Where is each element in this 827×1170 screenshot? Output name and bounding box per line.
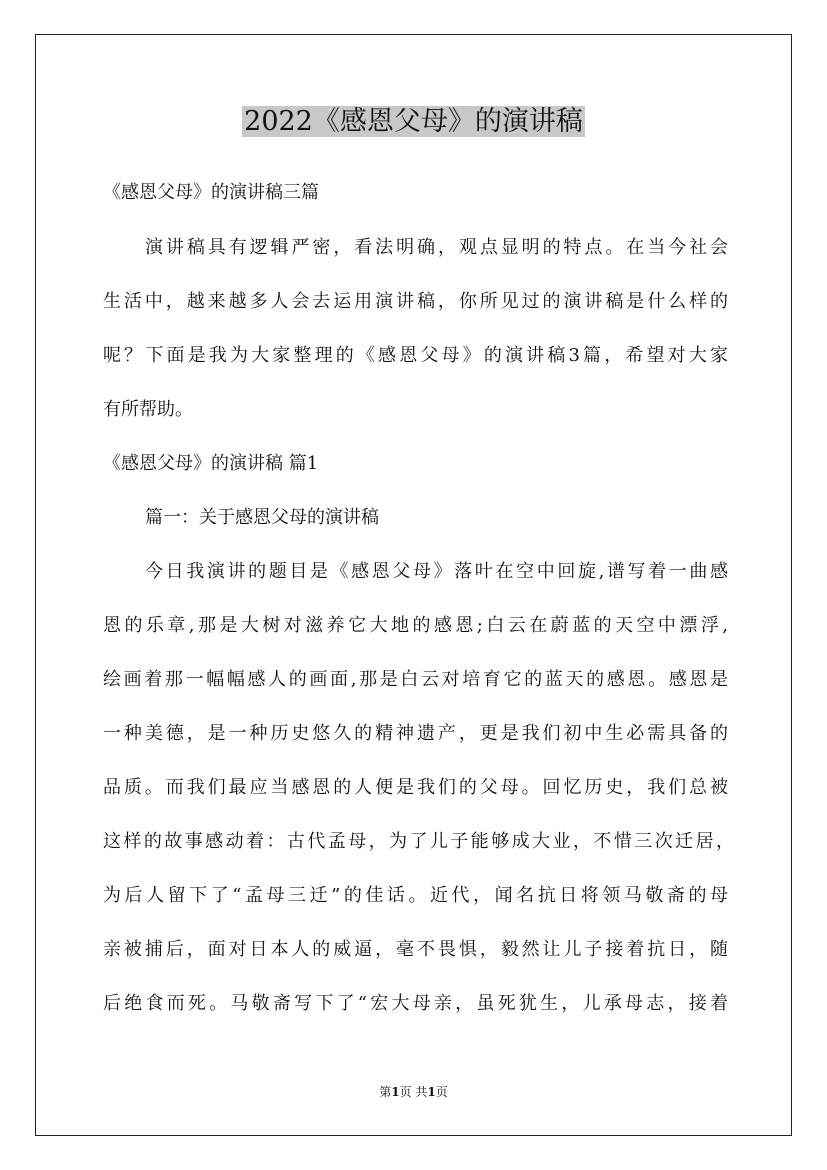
current-page-number: 1 bbox=[391, 1085, 400, 1099]
document-title bbox=[0, 100, 827, 144]
intro-line: 生活中，越来越多人会去运用演讲稿，你所见过的演讲稿是什么样的 bbox=[103, 291, 728, 312]
total-page-number: 1 bbox=[427, 1085, 436, 1099]
footer-text: 页 共 bbox=[399, 1085, 428, 1099]
subtitle: 《感恩父母》的演讲稿三篇 bbox=[103, 182, 319, 203]
body-line: 绘画着那一幅幅感人的画面,那是白云对培育它的蓝天的感恩。感恩是 bbox=[103, 669, 728, 690]
body-line: 后绝食而死。马敬斋写下了“宏大母亲，虽死犹生，儿承母志，接着 bbox=[103, 993, 728, 1014]
section-heading: 《感恩父母》的演讲稿 篇1 bbox=[103, 453, 319, 474]
footer-text: 第 bbox=[379, 1085, 392, 1099]
intro-line: 有所帮助。 bbox=[103, 399, 193, 420]
title-highlight: 2022《感恩父母》的演讲稿 bbox=[244, 106, 583, 137]
body-line: 亲被捕后，面对日本人的威逼，毫不畏惧，毅然让儿子接着抗日，随 bbox=[103, 939, 728, 960]
body-line: 这样的故事感动着：古代孟母，为了儿子能够成大业，不惜三次迁居， bbox=[103, 831, 734, 852]
body-line: 恩的乐章,那是大树对滋养它大地的感恩;白云在蔚蓝的天空中漂浮, bbox=[103, 615, 728, 636]
subheading: 篇一：关于感恩父母的演讲稿 bbox=[145, 507, 379, 528]
intro-line: 呢？下面是我为大家整理的《感恩父母》的演讲稿3篇，希望对大家 bbox=[103, 345, 728, 366]
body-line: 今日我演讲的题目是《感恩父母》落叶在空中回旋,谱写着一曲感 bbox=[145, 561, 728, 582]
body-line: 一种美德，是一种历史悠久的精神遗产，更是我们初中生必需具备的 bbox=[103, 723, 728, 744]
intro-line: 演讲稿具有逻辑严密，看法明确，观点显明的特点。在当今社会 bbox=[145, 237, 728, 258]
page-footer bbox=[0, 1083, 827, 1101]
footer-text: 页 bbox=[435, 1085, 448, 1099]
body-line: 为后人留下了“孟母三迁”的佳话。近代，闻名抗日将领马敬斋的母 bbox=[103, 885, 728, 906]
body-line: 品质。而我们最应当感恩的人便是我们的父母。回忆历史，我们总被 bbox=[103, 777, 728, 798]
